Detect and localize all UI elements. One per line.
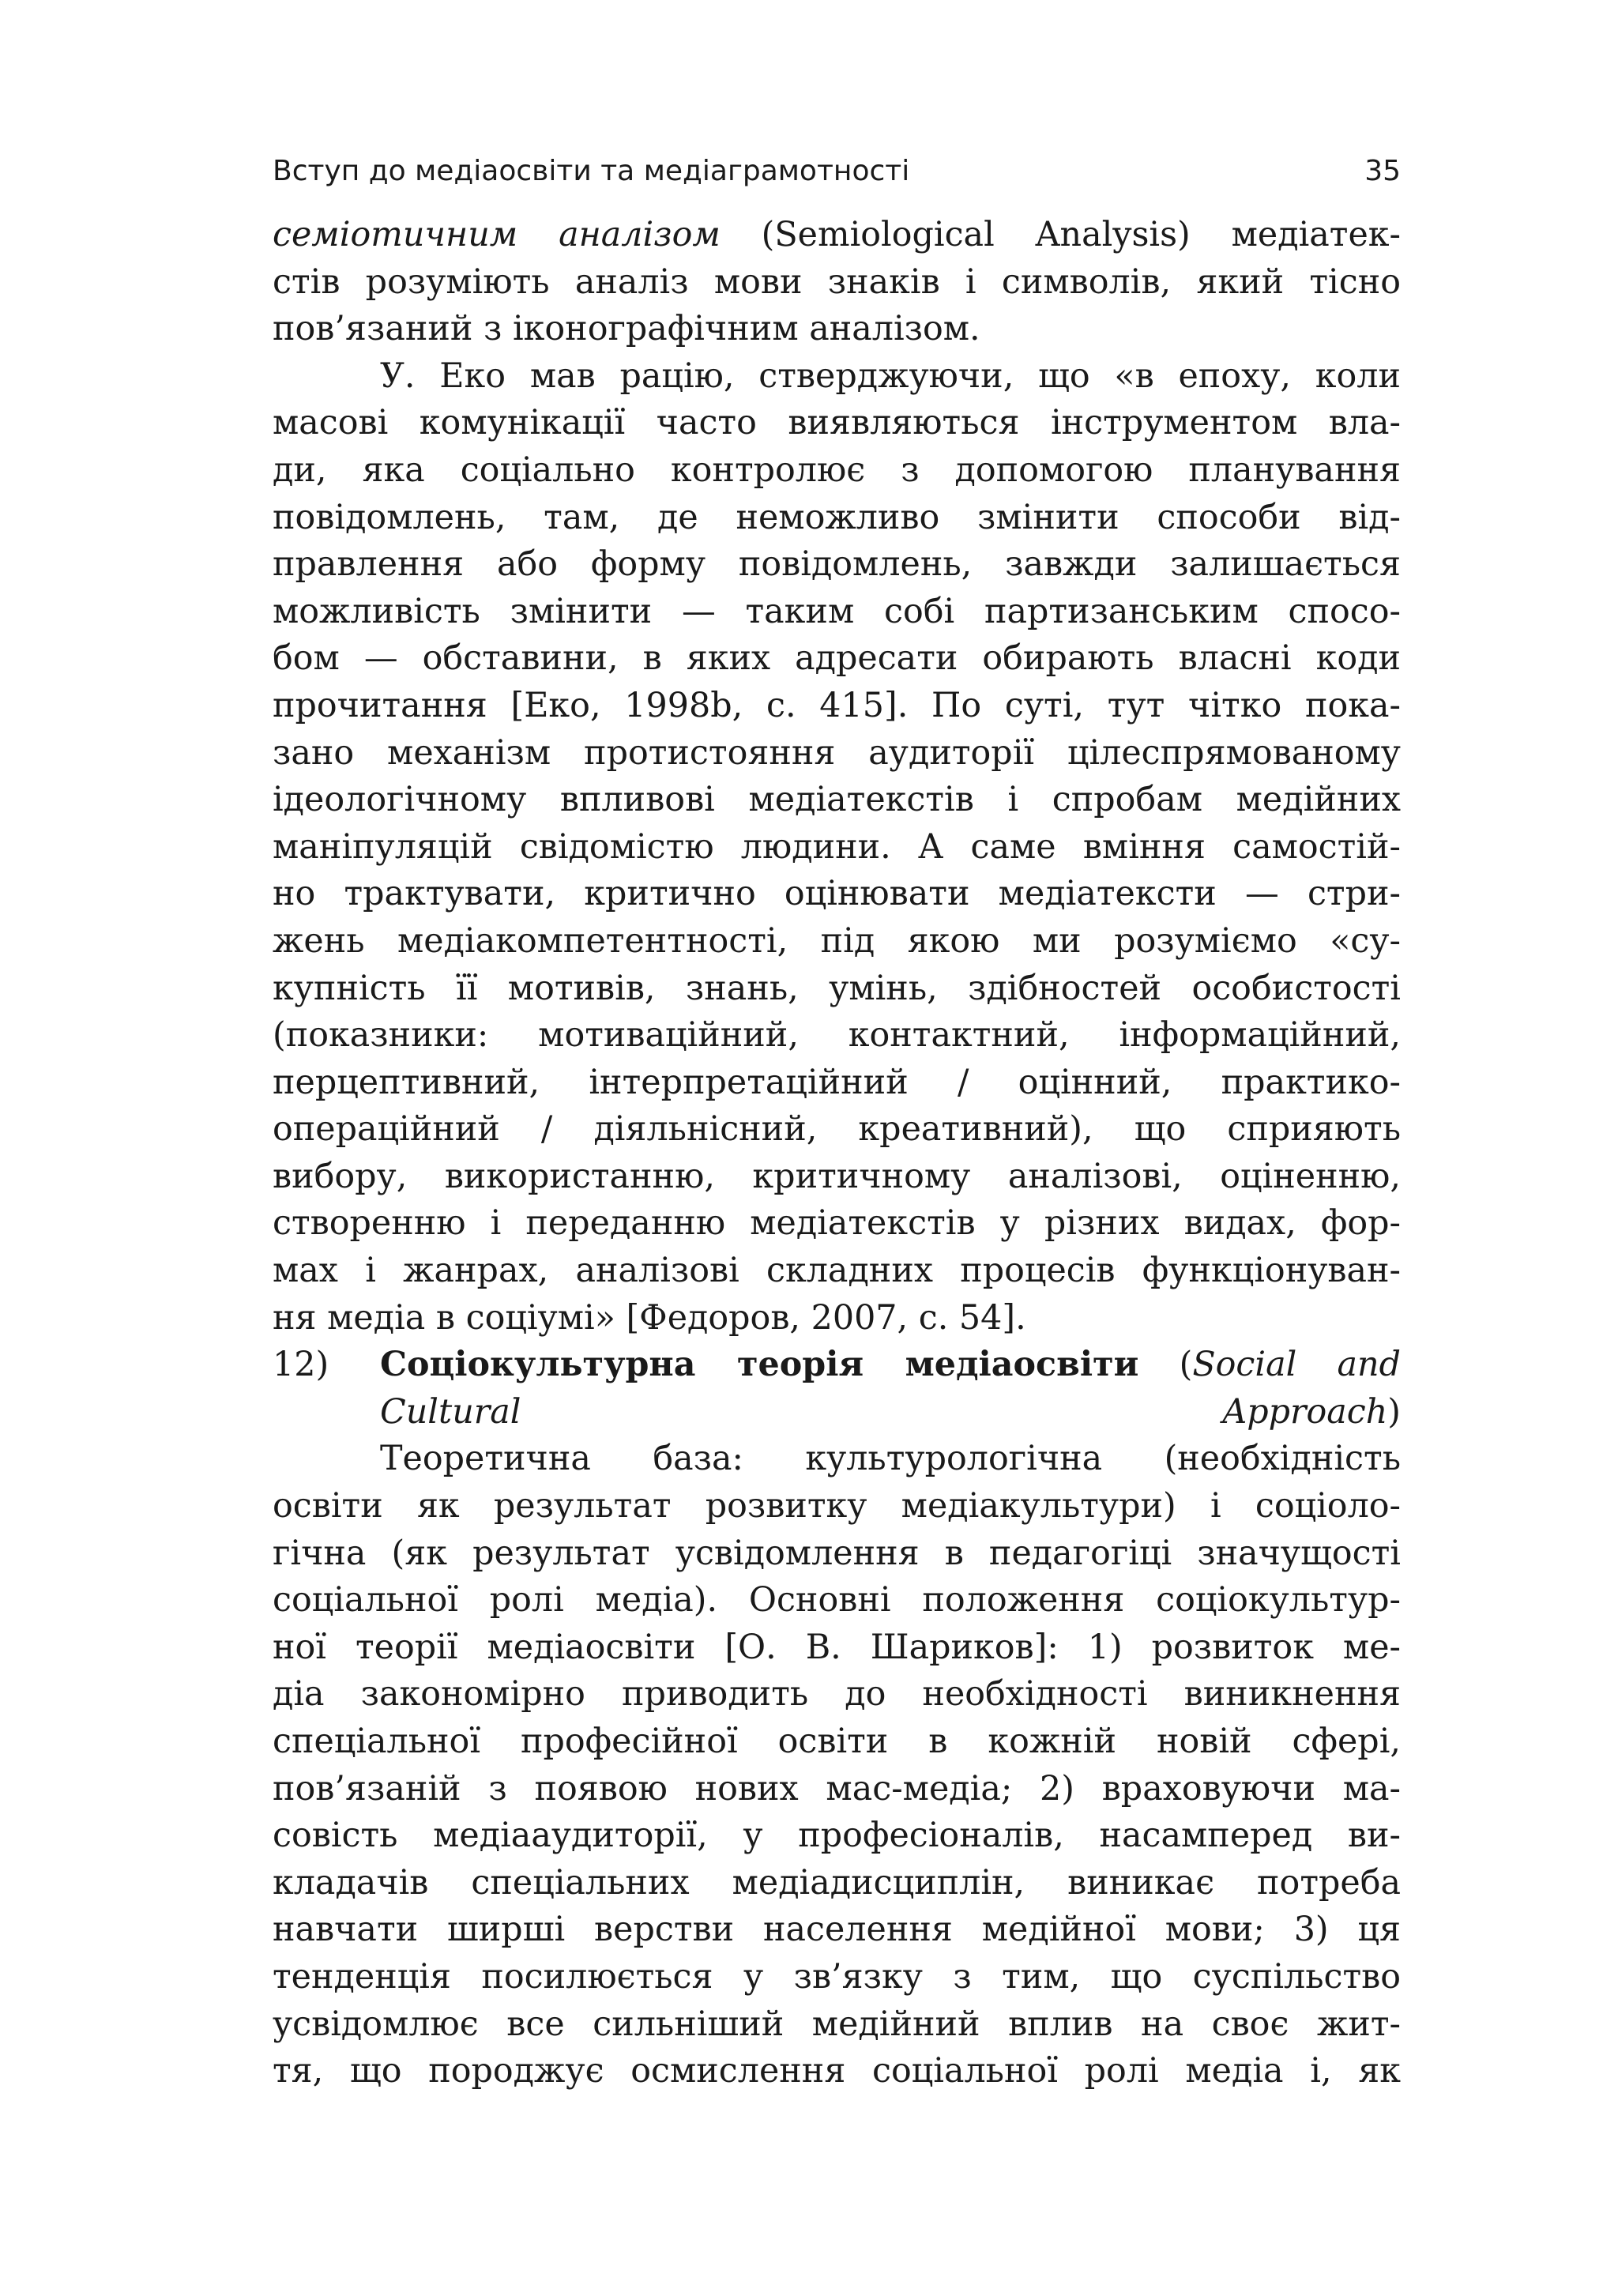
paragraph-2 [273,353,1401,1342]
paragraph-2-line: ідеологічному впливові медіатекстів і спробам медійних [273,780,1401,820]
text-run: (Semiological Analysis) медіатек- [720,215,1401,254]
paragraph-3-line: навчати ширші верстви населення медійної мови; 3) ця [273,1910,1401,1950]
paragraph-2-line: ня медіа в соціумі» [Федоров, 2007, с. 54]. [273,1297,1026,1338]
paragraph-2-line: прочитання [Еко, 1998b, с. 415]. По суті, тут чітко пока- [273,685,1401,725]
section-heading [273,1342,1401,1389]
paragraph-2-line: правлення або форму повідомлень, завжди залишається [273,544,1401,585]
paragraph-2-line: перцептивний, інтерпретаційний / оцінний, практико- [273,1062,1401,1102]
paragraph-2-line: купність її мотивів, знань, умінь, здібностей особистості [273,968,1401,1008]
paragraph-1-line [273,212,1401,259]
paragraph-2-line: маніпуляцій свідомістю людини. А саме вміння самостій- [273,826,1401,867]
paragraph-3-line: тя, що породжує осмислення соціальної ролі медіа і, як [273,2051,1401,2091]
section-title [380,1342,1401,1389]
paragraph-2-line: створенню і переданню медіатекстів у різних видах, фор- [273,1203,1401,1244]
paragraph-3-line: соціальної ролі медіа). Основні положення соціокультур- [273,1580,1401,1620]
paragraph-2-line: масові комунікації часто виявляються інструментом вла- [273,403,1401,443]
paragraph-2-line: можливість змінити — таким собі партизанським спосо- [273,591,1401,631]
section-heading-continuation [273,1389,1401,1436]
running-header [273,152,1401,191]
paragraph-1-line: стів розуміють аналіз мови знаків і символів, який тісно [273,262,1401,302]
paragraph-2-line: У. Еко мав рацію, стверджуючи, що «в епоху, коли [380,356,1401,396]
paragraph-2-line: жень медіакомпетентності, під якою ми розуміємо «су- [273,920,1401,961]
section-title-bold: Соціокультурна теорія медіаосвіти [380,1345,1139,1385]
paragraph-3-line: спеціальної професійної освіти в кожній новій сфері, [273,1722,1401,1761]
italic-term: семіотичним аналізом [273,215,721,254]
paragraph-1-line: пов’язаний з іконографічним аналізом. [273,309,980,349]
running-title: Вступ до медіаосвіти та медіаграмотності [273,155,910,187]
paragraph-3 [273,1436,1401,2095]
paragraph-2-line: но трактувати, критично оцінювати медіатексти — стри- [273,874,1401,914]
paragraph-3-line: гічна (як результат усвідомлення в педагогіці значущості [273,1533,1401,1573]
paragraph-2-line: (показники: мотиваційний, контактний, інформаційний, [273,1015,1401,1056]
paragraph-2-line: повідомлень, там, де неможливо змінити способи від- [273,497,1401,537]
paragraph-3-line: кладачів спеціальних медіадисциплін, виникає потреба [273,1862,1401,1903]
page-body [273,212,1401,2095]
paragraph-3-line: пов’язаній з появою нових мас-медіа; 2) враховуючи ма- [273,1768,1401,1809]
section-title-english: Cultural Approach [380,1391,1388,1432]
paragraph-2-line: ди, яка соціально контролює з допомогою планування [273,450,1401,490]
paragraph-3-line: усвідомлює все сильніший медійний вплив на своє жит- [273,2004,1401,2044]
paragraph-2-line: мах і жанрах, аналізові складних процесів функціонуван- [273,1251,1401,1291]
section-title-english: Social and [1192,1345,1401,1385]
paragraph-3-line: совість медіааудиторії, у професіоналів, насамперед ви- [273,1816,1401,1856]
paragraph-2-line: операційний / діяльнісний, креативний), що сприяють [273,1109,1401,1150]
paragraph-3-line: ної теорії медіаосвіти [О. В. Шариков]: 1) розвиток ме- [273,1627,1401,1667]
paragraph-3-line: Теоретична база: культурологічна (необхідність [380,1439,1401,1479]
text-run: ( [1138,1345,1193,1385]
paragraph-2-line: вибору, використанню, критичному аналізові, оціненню, [273,1156,1401,1196]
paragraph-3-line: тенденція посилюється у зв’язку з тим, що суспільство [273,1956,1401,1997]
paragraph-2-line: бом — обставини, в яких адресати обирають власні коди [273,638,1401,679]
paragraph-3-line: освіти як результат розвитку медіакультури) і соціоло- [273,1486,1401,1526]
section-number: 12) [273,1345,329,1385]
paragraph-2-line: зано механізм протистояння аудиторії цілеспрямованому [273,732,1401,773]
page-number: 35 [1364,155,1401,187]
text-run: ) [1387,1391,1401,1432]
paragraph-3-line: діа закономірно приводить до необхідності виникнення [273,1674,1401,1714]
